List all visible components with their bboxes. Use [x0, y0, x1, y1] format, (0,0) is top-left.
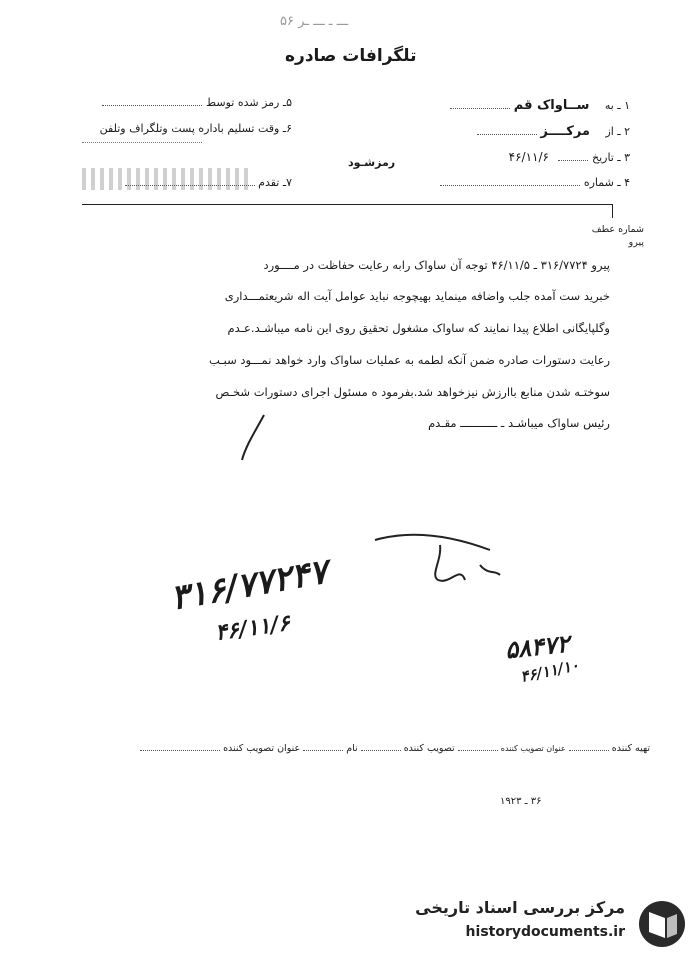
handwritten-date: ۴۶/۱۱/۶	[213, 609, 292, 647]
faded-header-mark: ـــ ـ ـــ ـر ۵۶	[280, 14, 349, 29]
field-number-num: ۴ ـ شماره	[583, 176, 630, 189]
dotted-line	[303, 742, 343, 751]
field-date-value: ۴۶/۱۱/۶	[508, 150, 549, 164]
field-delivery-time-label: ۶ـ وقت تسلیم باداره پست وتلگراف وتلفن	[99, 122, 292, 135]
footer-url: historydocuments.ir	[465, 924, 625, 940]
body-line-1: پیرو ۳۱۶/۷۷۲۴ ـ ۴۶/۱۱/۵ توجه آن ساواک رابه رعایت حفاظت در مــــورد	[263, 258, 610, 272]
dotted-line	[140, 742, 220, 751]
field-date-num: ۳ ـ تاریخ	[591, 151, 630, 164]
approver-title2-label: عنوان تصویب کننده	[223, 743, 301, 754]
field-to	[390, 98, 630, 113]
dotted-line	[558, 152, 588, 161]
cipher-note: رمزشـود	[348, 156, 396, 169]
body-line-3: وگلپایگانی اطلاع پیدا نمایند که ساواک مشغول تحقیق روی این نامه میباشـد.عـدم	[227, 321, 610, 335]
approver-title-label: عنوان تصویب کننده	[500, 744, 566, 753]
dotted-line	[450, 100, 510, 109]
footer-watermark	[400, 892, 695, 954]
approver-label: تصویب کننده	[403, 743, 455, 754]
dotted-line	[569, 742, 609, 751]
approval-row	[80, 742, 650, 754]
name-label: نام	[346, 743, 358, 754]
handwritten-archive-number: ۵۸۴۷۲	[503, 628, 571, 665]
handwritten-archive-date: ۴۶/۱۱/۱۰	[518, 656, 581, 686]
reference-note-line1: شماره عطف	[591, 224, 644, 235]
field-from-num: ۲ ـ از	[605, 125, 630, 138]
prepared-by-label: تهیه کننده	[611, 743, 650, 754]
signature-mark	[370, 525, 540, 595]
dotted-line	[82, 142, 202, 143]
archive-logo-icon	[635, 898, 689, 950]
page-title: تلگرافات صادره	[285, 46, 417, 66]
scribble-mark	[82, 168, 252, 190]
handwritten-stroke	[236, 410, 276, 465]
field-date	[390, 150, 630, 164]
dotted-line	[361, 742, 401, 751]
footer-name: مرکز بررسی اسناد تاریخی	[415, 898, 625, 917]
dotted-line	[458, 742, 498, 751]
divider-tick	[612, 204, 613, 218]
field-to-value: ســاواک قم	[513, 98, 590, 113]
body-line-5: سوختـه شدن منابع باارزش نیزخواهد شد.بفرمود ه مسئول اجرای دستورات شخـص	[215, 385, 610, 399]
field-to-num: ۱ ـ به	[604, 99, 630, 112]
header-divider	[82, 204, 612, 205]
body-line-4: رعایت دستورات صادره ضمن آنکه لطمه به عملیات ساواک وارد خواهد نمـــود سبـب	[208, 353, 610, 367]
field-priority-label: ۷ـ تقدم	[258, 176, 292, 189]
field-from	[390, 124, 630, 139]
body-line-6: رئیس ساواک میباشـد ـ ـــــــــــ مقـدم	[428, 416, 610, 430]
field-encoded-by	[82, 96, 292, 109]
field-encoded-by-label: ۵ـ رمز شده توسط	[205, 96, 292, 109]
body-line-2: خبرید ست آمده جلب واضافه مینماید بهیچوجه نباید عوامل آیت اله شریعتمـــداری	[224, 289, 610, 303]
handwritten-number: ۳۱۶/۷۷۲۴۷	[167, 551, 331, 619]
reference-note	[592, 224, 644, 248]
field-delivery-time	[82, 122, 292, 135]
reference-note-line2: پیرو	[628, 237, 644, 248]
dotted-line	[440, 177, 580, 186]
form-code: ۳۶ ـ ۱۹۲۳	[500, 796, 542, 807]
field-from-value: مرکــــز	[540, 124, 590, 139]
dotted-line	[477, 126, 537, 135]
dotted-line	[102, 97, 202, 106]
field-number	[390, 176, 630, 189]
